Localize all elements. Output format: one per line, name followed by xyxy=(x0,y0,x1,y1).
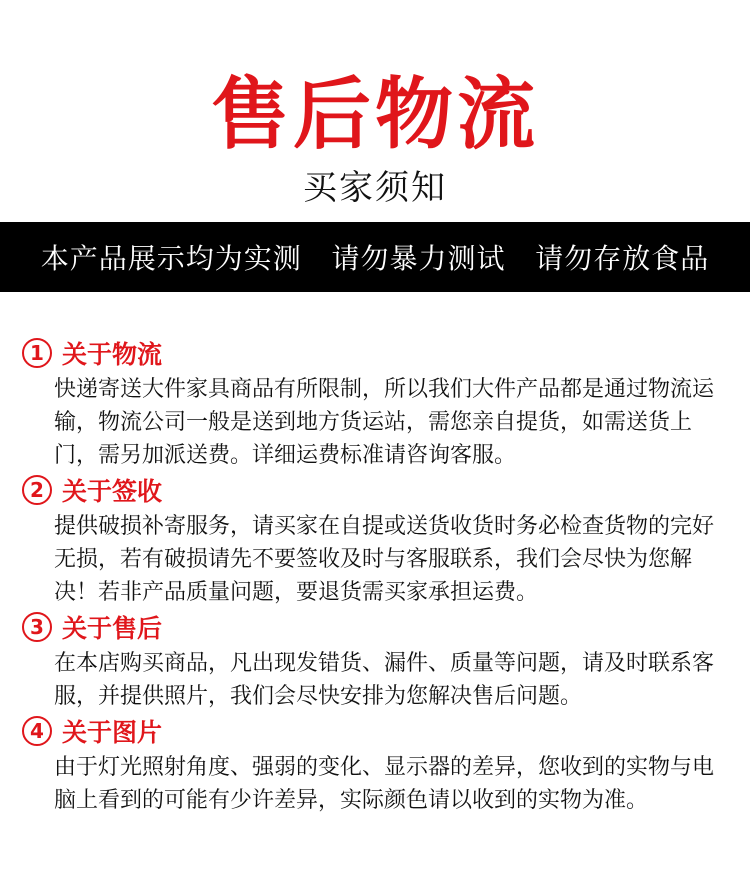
section-heading xyxy=(22,713,732,749)
section-body: 由于灯光照射角度、强弱的变化、显示器的差异，您收到的实物与电脑上看到的可能有少许差异，实际颜色请以收到的实物为准。 xyxy=(54,755,715,813)
circled-number-badge: 2 xyxy=(22,475,52,505)
section-after-sales xyxy=(22,609,732,713)
section-body: 提供破损补寄服务，请买家在自提或送货收货时务必检查货物的完好无损，若有破损请先不要签收及时与客服联系，我们会尽快为您解决！若非产品质量问题，要退货需买家承担运费。 xyxy=(54,514,715,605)
section-heading xyxy=(22,472,732,508)
section-heading-text: 关于售后 xyxy=(62,614,163,643)
section-heading-text: 关于签收 xyxy=(62,477,163,506)
section-receipt xyxy=(22,472,732,609)
notice-banner xyxy=(0,222,750,292)
section-logistics xyxy=(22,335,732,472)
circled-number-badge: 1 xyxy=(22,338,52,368)
section-heading-text: 关于图片 xyxy=(62,718,163,747)
section-images xyxy=(22,713,732,817)
section-body: 快递寄送大件家具商品有所限制，所以我们大件产品都是通过物流运输，物流公司一般是送到地方货运站，需您亲自提货，如需送货上门，需另加派送费。详细运费标准请咨询客服。 xyxy=(54,377,715,468)
section-body: 在本店购买商品，凡出现发错货、漏件、质量等问题，请及时联系客服，并提供照片，我们会尽快安排为您解决售后问题。 xyxy=(54,651,715,709)
page-subtitle: 买家须知 xyxy=(303,168,447,208)
banner-text: 本产品展示均为实测 请勿暴力测试 请勿存放食品 xyxy=(40,242,710,275)
section-heading xyxy=(22,335,732,371)
circled-number-badge: 4 xyxy=(22,716,52,746)
page-title: 售后物流 xyxy=(210,69,539,160)
circled-number-badge: 3 xyxy=(22,612,52,642)
section-heading xyxy=(22,609,732,645)
section-heading-text: 关于物流 xyxy=(62,340,163,369)
